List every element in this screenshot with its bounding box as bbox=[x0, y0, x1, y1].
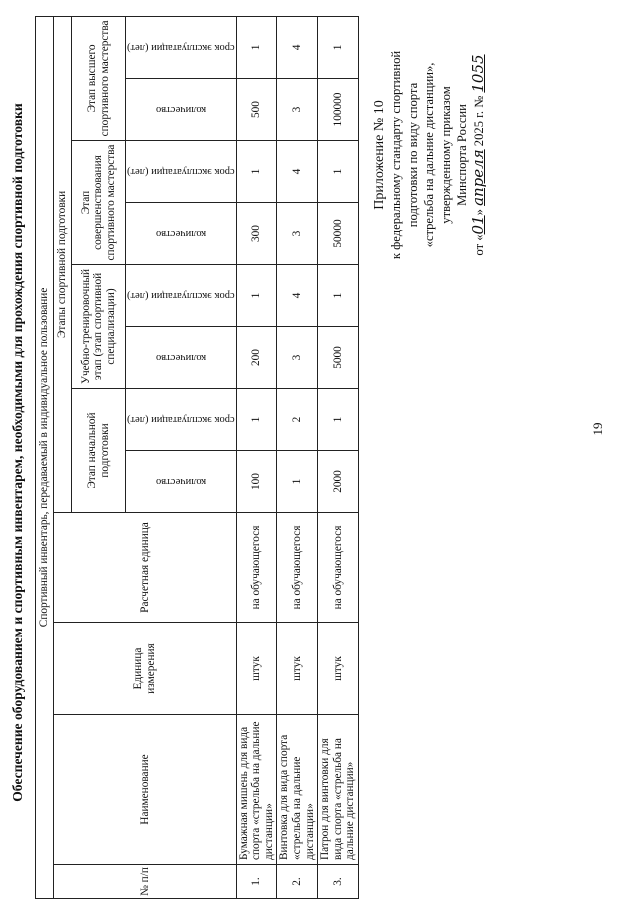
cell-value: 2 bbox=[277, 389, 318, 451]
sub-header-quantity bbox=[126, 451, 237, 513]
equipment-table bbox=[35, 16, 359, 899]
row-calc-unit: на обучающегося bbox=[318, 513, 359, 623]
cell-value: 1 bbox=[277, 451, 318, 513]
row-calc-unit: на обучающегося bbox=[236, 513, 277, 623]
cell-value: 300 bbox=[236, 203, 277, 265]
date-prefix: от « bbox=[472, 234, 487, 256]
date-year: 2025 г. № bbox=[472, 95, 487, 147]
sub-header-quantity-text: количество bbox=[155, 352, 206, 363]
handwritten-order-number: 1055 bbox=[469, 54, 488, 93]
cell-value: 1 bbox=[318, 389, 359, 451]
cell-value: 1 bbox=[236, 16, 277, 78]
appendix-line: «стрельба на дальние дистанции», bbox=[422, 62, 437, 248]
cell-value: 1 bbox=[236, 389, 277, 451]
handwritten-day: 01 bbox=[469, 215, 488, 235]
sub-header-term-text: срок эксплуатации (лет) bbox=[127, 41, 235, 53]
stage-header-higher: Этап высшего спортивного мастерства bbox=[72, 16, 126, 140]
row-unit: штук bbox=[236, 623, 277, 715]
row-unit: штук bbox=[277, 623, 318, 715]
sub-header-term bbox=[126, 141, 237, 203]
row-name: Патрон для винтовки для вида спорта «стрельба на дальние дистанции» bbox=[318, 715, 359, 865]
col-header-stages: Этапы спортивной подготовки bbox=[54, 16, 72, 512]
row-unit: штук bbox=[318, 623, 359, 715]
table-group-header: Спортивный инвентарь, передаваемый в индивидуальное пользование bbox=[36, 16, 54, 898]
cell-value: 1 bbox=[236, 265, 277, 327]
col-header-calc-unit: Расчетная единица bbox=[54, 513, 237, 623]
cell-value: 4 bbox=[277, 16, 318, 78]
sub-header-quantity bbox=[126, 203, 237, 265]
appendix-line: утвержденному приказом bbox=[438, 86, 453, 224]
appendix-line: к федеральному стандарту спортивной bbox=[389, 50, 404, 260]
sub-header-term-text: срок эксплуатации (лет) bbox=[127, 290, 235, 301]
col-header-number: № п/п bbox=[54, 865, 237, 899]
appendix-line: подготовки по виду спорта bbox=[405, 82, 420, 228]
cell-value: 1 bbox=[318, 141, 359, 203]
sub-header-quantity-text: количество bbox=[155, 104, 206, 115]
cell-value: 50000 bbox=[318, 203, 359, 265]
stage-header-training: Учебно-тренировочный этап (этап спортивной специализации) bbox=[72, 265, 126, 389]
cell-value: 1 bbox=[318, 16, 359, 78]
sub-header-quantity bbox=[126, 79, 237, 141]
row-calc-unit: на обучающегося bbox=[277, 513, 318, 623]
cell-value: 100000 bbox=[318, 79, 359, 141]
sub-header-term bbox=[126, 389, 237, 451]
cell-value: 2000 bbox=[318, 451, 359, 513]
cell-value: 100 bbox=[236, 451, 277, 513]
cell-value: 1 bbox=[236, 141, 277, 203]
stage-header-improvement: Этап совершенствования спортивного мастерства bbox=[72, 141, 126, 265]
cell-value: 500 bbox=[236, 79, 277, 141]
stage-header-initial: Этап начальной подготовки bbox=[72, 389, 126, 513]
sub-header-term-text: срок эксплуатации (лет) bbox=[127, 414, 235, 425]
row-name: Винтовка для вида спорта «стрельба на дальние дистанции» bbox=[277, 715, 318, 865]
cell-value: 3 bbox=[277, 327, 318, 389]
cell-value: 5000 bbox=[318, 327, 359, 389]
cell-value: 4 bbox=[277, 265, 318, 327]
handwritten-month: апреля bbox=[469, 149, 488, 206]
appendix-header bbox=[372, 5, 488, 305]
sub-header-term bbox=[126, 16, 237, 78]
row-number: 1. bbox=[236, 865, 277, 899]
col-header-unit: Единица измерения bbox=[54, 623, 237, 715]
row-name: Бумажная мишень для вида спорта «стрельба на дальние дистанции» bbox=[236, 715, 277, 865]
sub-header-quantity-text: количество bbox=[155, 228, 206, 239]
sub-header-term bbox=[126, 265, 237, 327]
col-header-name: Наименование bbox=[54, 715, 237, 865]
date-mid: » bbox=[472, 209, 487, 216]
cell-value: 3 bbox=[277, 203, 318, 265]
cell-value: 1 bbox=[318, 265, 359, 327]
sub-header-term-text: срок эксплуатации (лет) bbox=[127, 166, 235, 177]
table-row bbox=[277, 16, 318, 898]
cell-value: 4 bbox=[277, 141, 318, 203]
page-number: 19 bbox=[590, 422, 605, 436]
document-title: Обеспечение оборудованием и спортивным инвентарем, необходимыми для прохождения спортивной подготовки bbox=[10, 103, 25, 802]
row-number: 2. bbox=[277, 865, 318, 899]
cell-value: 200 bbox=[236, 327, 277, 389]
table-row bbox=[236, 16, 277, 898]
row-number: 3. bbox=[318, 865, 359, 899]
order-date-line bbox=[470, 5, 487, 305]
sub-header-quantity bbox=[126, 327, 237, 389]
cell-value: 3 bbox=[277, 79, 318, 141]
appendix-title: Приложение № 10 bbox=[372, 100, 387, 210]
appendix-line: Минспорта России bbox=[455, 104, 470, 206]
sub-header-quantity-text: количество bbox=[155, 476, 206, 487]
table-row bbox=[318, 16, 359, 898]
